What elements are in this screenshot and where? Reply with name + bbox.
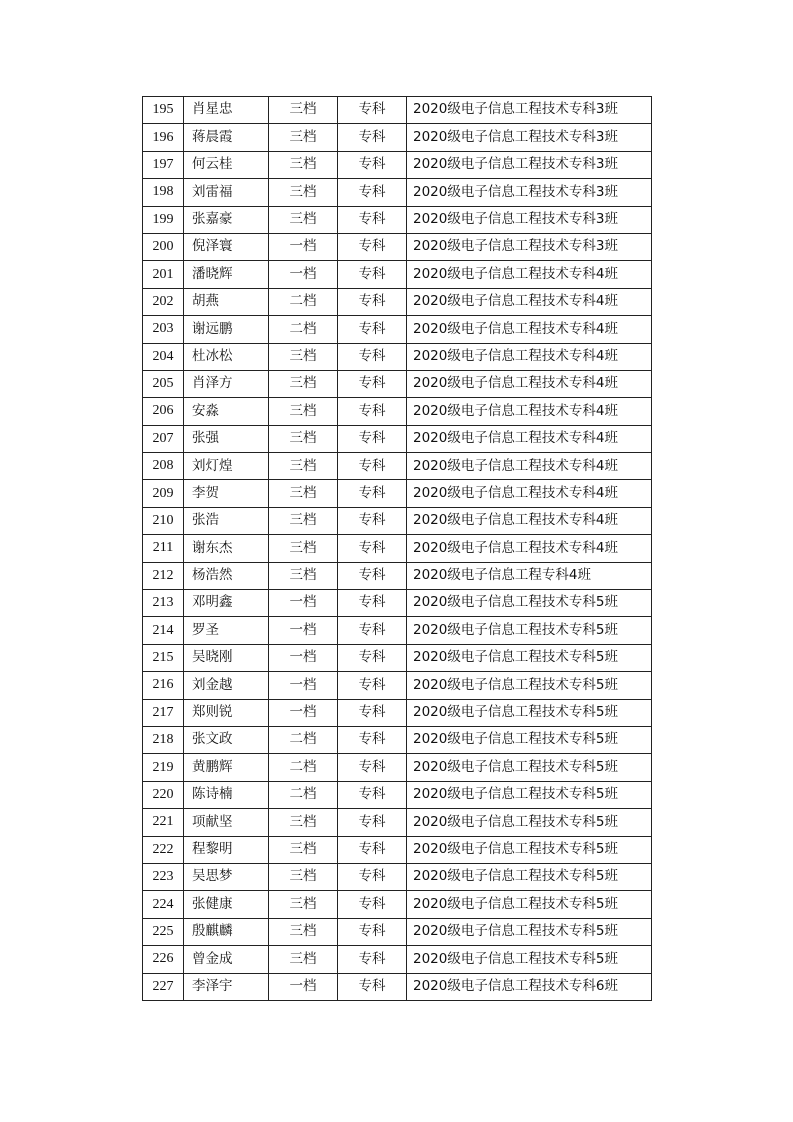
program-type: 专科	[338, 617, 407, 644]
student-name: 邓明鑫	[184, 590, 269, 617]
row-number: 219	[143, 754, 184, 781]
row-number: 198	[143, 179, 184, 206]
student-name: 殷麒麟	[184, 918, 269, 945]
program-type: 专科	[338, 973, 407, 1000]
table-row	[143, 206, 652, 233]
grant-level: 一档	[269, 261, 338, 288]
grant-level: 三档	[269, 370, 338, 397]
row-number: 221	[143, 809, 184, 836]
student-name: 郑则锐	[184, 699, 269, 726]
row-number: 196	[143, 124, 184, 151]
student-name: 陈诗楠	[184, 781, 269, 808]
grant-level: 三档	[269, 562, 338, 589]
program-type: 专科	[338, 398, 407, 425]
program-type: 专科	[338, 507, 407, 534]
row-number: 197	[143, 151, 184, 178]
table-row	[143, 151, 652, 178]
program-type: 专科	[338, 124, 407, 151]
grant-level: 二档	[269, 288, 338, 315]
student-table-body	[143, 97, 652, 1001]
table-row	[143, 480, 652, 507]
row-number: 204	[143, 343, 184, 370]
program-type: 专科	[338, 179, 407, 206]
table-row	[143, 124, 652, 151]
student-name: 李泽宇	[184, 973, 269, 1000]
row-number: 203	[143, 316, 184, 343]
class-name: 2020级电子信息工程技术专科5班	[407, 754, 652, 781]
row-number: 225	[143, 918, 184, 945]
table-row	[143, 973, 652, 1000]
grant-level: 三档	[269, 507, 338, 534]
student-name: 项献坚	[184, 809, 269, 836]
class-name: 2020级电子信息工程技术专科5班	[407, 699, 652, 726]
class-name: 2020级电子信息工程技术专科4班	[407, 453, 652, 480]
row-number: 207	[143, 425, 184, 452]
class-name: 2020级电子信息工程技术专科5班	[407, 726, 652, 753]
program-type: 专科	[338, 809, 407, 836]
class-name: 2020级电子信息工程技术专科5班	[407, 946, 652, 973]
grant-level: 一档	[269, 644, 338, 671]
program-type: 专科	[338, 590, 407, 617]
row-number: 213	[143, 590, 184, 617]
table-row	[143, 617, 652, 644]
program-type: 专科	[338, 261, 407, 288]
row-number: 226	[143, 946, 184, 973]
program-type: 专科	[338, 754, 407, 781]
table-row	[143, 97, 652, 124]
program-type: 专科	[338, 726, 407, 753]
program-type: 专科	[338, 699, 407, 726]
grant-level: 三档	[269, 535, 338, 562]
row-number: 209	[143, 480, 184, 507]
class-name: 2020级电子信息工程技术专科5班	[407, 809, 652, 836]
row-number: 215	[143, 644, 184, 671]
table-row	[143, 672, 652, 699]
table-row	[143, 398, 652, 425]
student-name: 张文政	[184, 726, 269, 753]
student-name: 安淼	[184, 398, 269, 425]
program-type: 专科	[338, 206, 407, 233]
program-type: 专科	[338, 946, 407, 973]
table-row	[143, 644, 652, 671]
student-name: 肖泽方	[184, 370, 269, 397]
class-name: 2020级电子信息工程技术专科3班	[407, 233, 652, 260]
grant-level: 三档	[269, 480, 338, 507]
class-name: 2020级电子信息工程技术专科5班	[407, 672, 652, 699]
grant-level: 三档	[269, 891, 338, 918]
table-row	[143, 179, 652, 206]
class-name: 2020级电子信息工程技术专科5班	[407, 836, 652, 863]
grant-level: 一档	[269, 973, 338, 1000]
class-name: 2020级电子信息工程技术专科4班	[407, 343, 652, 370]
program-type: 专科	[338, 644, 407, 671]
class-name: 2020级电子信息工程技术专科3班	[407, 97, 652, 124]
row-number: 227	[143, 973, 184, 1000]
student-name: 张浩	[184, 507, 269, 534]
program-type: 专科	[338, 97, 407, 124]
program-type: 专科	[338, 918, 407, 945]
table-row	[143, 343, 652, 370]
table-row	[143, 453, 652, 480]
student-name: 张嘉豪	[184, 206, 269, 233]
row-number: 201	[143, 261, 184, 288]
table-row	[143, 946, 652, 973]
program-type: 专科	[338, 316, 407, 343]
table-row	[143, 809, 652, 836]
grant-level: 二档	[269, 754, 338, 781]
student-name: 蒋晨霞	[184, 124, 269, 151]
table-row	[143, 316, 652, 343]
row-number: 195	[143, 97, 184, 124]
grant-level: 三档	[269, 425, 338, 452]
class-name: 2020级电子信息工程技术专科3班	[407, 179, 652, 206]
grant-level: 三档	[269, 918, 338, 945]
student-name: 张健康	[184, 891, 269, 918]
table-row	[143, 233, 652, 260]
table-row	[143, 836, 652, 863]
grant-level: 三档	[269, 453, 338, 480]
program-type: 专科	[338, 480, 407, 507]
student-name: 吴思梦	[184, 863, 269, 890]
row-number: 211	[143, 535, 184, 562]
class-name: 2020级电子信息工程技术专科3班	[407, 151, 652, 178]
row-number: 200	[143, 233, 184, 260]
row-number: 202	[143, 288, 184, 315]
student-name: 罗圣	[184, 617, 269, 644]
program-type: 专科	[338, 672, 407, 699]
student-name: 杜冰松	[184, 343, 269, 370]
class-name: 2020级电子信息工程技术专科5班	[407, 644, 652, 671]
grant-level: 三档	[269, 179, 338, 206]
grant-level: 三档	[269, 946, 338, 973]
student-name: 曾金成	[184, 946, 269, 973]
table-row	[143, 699, 652, 726]
row-number: 220	[143, 781, 184, 808]
class-name: 2020级电子信息工程技术专科5班	[407, 891, 652, 918]
student-name: 潘晓辉	[184, 261, 269, 288]
student-table	[142, 96, 652, 1001]
table-row	[143, 261, 652, 288]
grant-level: 三档	[269, 206, 338, 233]
row-number: 223	[143, 863, 184, 890]
class-name: 2020级电子信息工程技术专科3班	[407, 124, 652, 151]
student-name: 吴晓刚	[184, 644, 269, 671]
program-type: 专科	[338, 425, 407, 452]
row-number: 206	[143, 398, 184, 425]
class-name: 2020级电子信息工程技术专科4班	[407, 507, 652, 534]
program-type: 专科	[338, 233, 407, 260]
grant-level: 一档	[269, 590, 338, 617]
grant-level: 二档	[269, 316, 338, 343]
student-name: 程黎明	[184, 836, 269, 863]
grant-level: 二档	[269, 781, 338, 808]
student-name: 何云桂	[184, 151, 269, 178]
student-name: 刘雷福	[184, 179, 269, 206]
row-number: 214	[143, 617, 184, 644]
program-type: 专科	[338, 288, 407, 315]
program-type: 专科	[338, 863, 407, 890]
class-name: 2020级电子信息工程技术专科5班	[407, 863, 652, 890]
program-type: 专科	[338, 370, 407, 397]
class-name: 2020级电子信息工程技术专科4班	[407, 370, 652, 397]
table-row	[143, 590, 652, 617]
row-number: 208	[143, 453, 184, 480]
row-number: 205	[143, 370, 184, 397]
program-type: 专科	[338, 151, 407, 178]
row-number: 199	[143, 206, 184, 233]
class-name: 2020级电子信息工程技术专科6班	[407, 973, 652, 1000]
table-row	[143, 288, 652, 315]
table-row	[143, 918, 652, 945]
row-number: 212	[143, 562, 184, 589]
class-name: 2020级电子信息工程技术专科4班	[407, 316, 652, 343]
table-row	[143, 754, 652, 781]
row-number: 224	[143, 891, 184, 918]
class-name: 2020级电子信息工程技术专科5班	[407, 781, 652, 808]
grant-level: 三档	[269, 809, 338, 836]
student-name: 刘灯煌	[184, 453, 269, 480]
row-number: 210	[143, 507, 184, 534]
grant-level: 一档	[269, 699, 338, 726]
grant-level: 三档	[269, 124, 338, 151]
class-name: 2020级电子信息工程专科4班	[407, 562, 652, 589]
class-name: 2020级电子信息工程技术专科4班	[407, 398, 652, 425]
program-type: 专科	[338, 562, 407, 589]
grant-level: 三档	[269, 343, 338, 370]
student-name: 李贺	[184, 480, 269, 507]
program-type: 专科	[338, 891, 407, 918]
student-name: 谢东杰	[184, 535, 269, 562]
grant-level: 三档	[269, 398, 338, 425]
grant-level: 三档	[269, 151, 338, 178]
table-row	[143, 425, 652, 452]
student-name: 谢远鹏	[184, 316, 269, 343]
grant-level: 一档	[269, 617, 338, 644]
row-number: 217	[143, 699, 184, 726]
student-name: 刘金越	[184, 672, 269, 699]
grant-level: 三档	[269, 97, 338, 124]
class-name: 2020级电子信息工程技术专科5班	[407, 617, 652, 644]
class-name: 2020级电子信息工程技术专科4班	[407, 480, 652, 507]
row-number: 218	[143, 726, 184, 753]
row-number: 216	[143, 672, 184, 699]
row-number: 222	[143, 836, 184, 863]
program-type: 专科	[338, 781, 407, 808]
grant-level: 二档	[269, 726, 338, 753]
program-type: 专科	[338, 343, 407, 370]
class-name: 2020级电子信息工程技术专科4班	[407, 535, 652, 562]
student-name: 肖星忠	[184, 97, 269, 124]
table-row	[143, 726, 652, 753]
table-row	[143, 507, 652, 534]
grant-level: 三档	[269, 836, 338, 863]
class-name: 2020级电子信息工程技术专科4班	[407, 288, 652, 315]
class-name: 2020级电子信息工程技术专科4班	[407, 425, 652, 452]
class-name: 2020级电子信息工程技术专科4班	[407, 261, 652, 288]
table-row	[143, 535, 652, 562]
table-row	[143, 891, 652, 918]
program-type: 专科	[338, 453, 407, 480]
student-name: 黄鹏辉	[184, 754, 269, 781]
document-page	[142, 96, 651, 1001]
grant-level: 一档	[269, 672, 338, 699]
table-row	[143, 562, 652, 589]
student-name: 倪泽寰	[184, 233, 269, 260]
program-type: 专科	[338, 535, 407, 562]
class-name: 2020级电子信息工程技术专科5班	[407, 918, 652, 945]
program-type: 专科	[338, 836, 407, 863]
class-name: 2020级电子信息工程技术专科3班	[407, 206, 652, 233]
table-row	[143, 781, 652, 808]
grant-level: 三档	[269, 863, 338, 890]
grant-level: 一档	[269, 233, 338, 260]
table-row	[143, 370, 652, 397]
student-name: 杨浩然	[184, 562, 269, 589]
student-name: 张强	[184, 425, 269, 452]
student-name: 胡燕	[184, 288, 269, 315]
table-row	[143, 863, 652, 890]
class-name: 2020级电子信息工程技术专科5班	[407, 590, 652, 617]
